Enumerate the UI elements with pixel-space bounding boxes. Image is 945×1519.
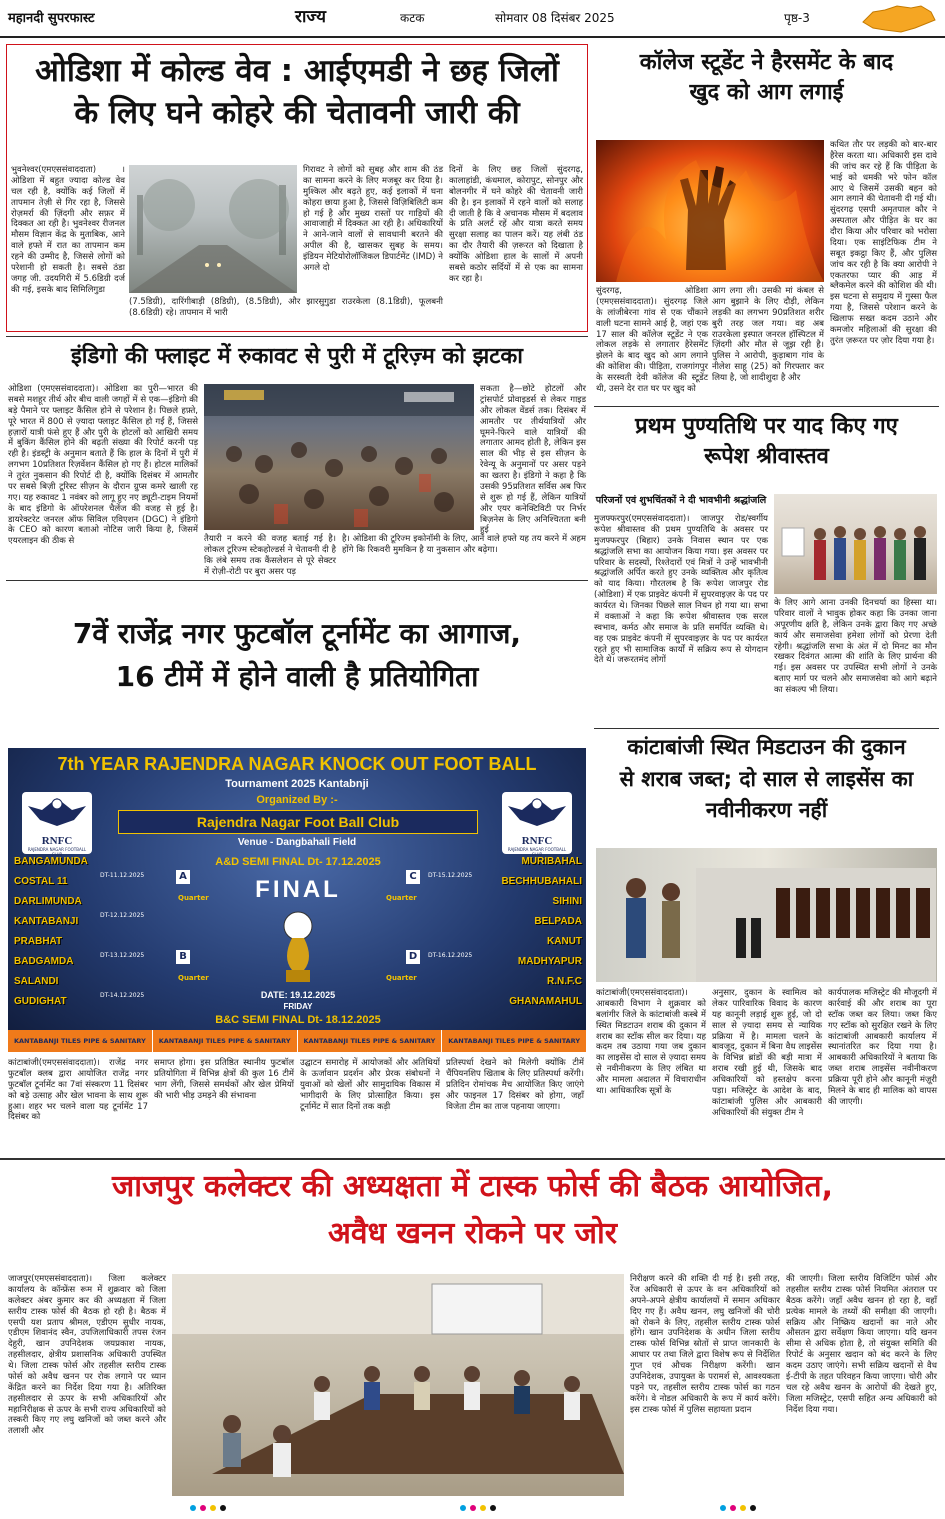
match-date: DT-15.12.2025: [428, 872, 473, 879]
odisha-map-icon: [855, 2, 940, 36]
poster-organized: Organized By :-: [256, 794, 338, 806]
headline-line: प्रथम पुण्यतिथि पर याद किए गए: [635, 414, 898, 439]
fog-photo: [129, 165, 297, 293]
headline-line: से शराब जब्त; दो साल से लाइसेंस का: [619, 766, 914, 791]
liquor-headline: [594, 732, 939, 827]
memorial-headline: [594, 412, 939, 471]
article-column: जाजपुर(एमएससंवाददाता)। जिला कलेक्टर कार्यालय के कॉन्फ्रेंस रूम में शुक्रवार को जिला कलेक्टर अंबर कुमार कर की अध्यक्षता में जिला स्तरीय टास्क फोर्स की बैठक हो रही है। बैठक में एसपी यश प्रताप श्रीमल, एडीएम सुधीर नायक, एडीएम शिवानंद स्वैन, उपजिलाधिकारी तपस रंजन देहुरी, खान उपनिदेशक जयप्रकाश नायक, तहसीलदार, क्षेत्रीय प्रशासनिक अधिकारी उपस्थित थे। जिला टास्क फोर्स और तहसील स्तरीय टास्क फोर्स को अवैध खनन पर रोक लगाने पर ध्यान केंद्रित करने का निर्देश दिया गया है। अतिरिक्त तहसीलदार से ऊपर के सभी अधिकारियों और महानिरीक्षक से ऊपर के सभी राज्य अधिकारियों को तस्करी किए गए लघु खनिजों को जब्त करने और तलाशी और: [8, 1274, 166, 1437]
cold-wave-headline: [7, 51, 587, 135]
semi-final-ad: A&D SEMI FINAL Dt- 17.12.2025: [215, 856, 381, 868]
article-column: गिरावट ने लोगों को सुबह और शाम की ठंड का सामना करने के लिए मजबूर कर दिया है। मुश्किल और बढ़ते हुए, कई इलाकों में घना कोहरा छाया हुआ है, जिससे विज़िबिलिटी कम हो गई है और मुख्य रास्तों पर गाड़ियों की आवाजाही में दिक्कत आ रही है। अधिकारियों ने आने-जाने वालों से सावधानी बरतने की अपील की है, खासकर सुबह के समय। इंडियन मेटियोरोलॉजिकल डिपार्टमेंट (IMD) ने अगले दो: [303, 165, 443, 273]
divider: [594, 406, 939, 407]
left-bracket: [14, 856, 174, 1016]
match-date: DT-14.12.2025: [100, 992, 145, 999]
team-name: GUDIGHAT: [14, 996, 67, 1007]
article-column: दिनों के लिए छह जिलों सुंदरगढ़, कालाहांडी, कंधमाल, कोरापुट, सोनपुर और बोलनगीर में घने कोहरे की चेतावनी जारी की है। इन इलाकों में रहने वालों को सलाह दी जाती है कि वे अचानक मौसम में बदलाव के प्रति अलर्ट रहें और यात्रा करते समय सुरक्षा सलाह का पालन करें। यह लंबी ठंड का दौर तैयारी की ज़रूरत को दिखाता है क्योंकि ओडिशा हाल के सालों में अपनी सबसे कठोर सर्दियों में से एक का सामना कर रहा है।: [449, 165, 583, 284]
trophy-icon: [268, 908, 328, 988]
team-name: BELPADA: [534, 916, 582, 927]
group-badge: D: [406, 950, 420, 964]
registration-marks: [190, 1505, 226, 1511]
student-headline: [594, 48, 939, 107]
issue-date: सोमवार 08 दिसंबर 2025: [495, 11, 615, 25]
page-number: पृष्ठ-3: [784, 11, 810, 25]
article-column: सकता है—छोटे होटलों और ट्रांसपोर्ट प्रोवाइडर्स से लेकर गाइड और लोकल वेंडर्स तक। दिसंबर में आमतौर पर तीर्थयात्रियों और घूमने-फिरने वाले यात्रियों की लगातार आमद होती है, लेकिन इस साल की भीड़ से इस सीज़न के रेवेन्यू के अनुमानों पर असर पड़ने का खतरा है। इंडिगो ने कहा है कि उसकी 95प्रतिशत सर्विस अब फिर से शुरू हो गई हैं, लेकिन यात्रियों और एयर कनेक्टिविटी पर निर्भर बिज़नेस के लिए अनिश्चितता बनी हुई: [480, 384, 586, 536]
poster-subtitle: Tournament 2025 Kantabnji: [225, 778, 369, 790]
quarter-label: Quarter: [386, 974, 417, 982]
group-badge: A: [176, 870, 190, 884]
group-badge: B: [176, 950, 190, 964]
team-name: SALANDI: [14, 976, 59, 987]
semi-final-bc: B&C SEMI FINAL Dt- 18.12.2025: [215, 1014, 381, 1026]
team-name: KANUT: [547, 936, 582, 947]
article-column: निरीक्षण करने की शक्ति दी गई है। इसी तरह, रेंज अधिकारी से ऊपर के वन अधिकारियों को अपने-अपने क्षेत्रीय कार्यालयों में समान अधिकार दिए गए हैं। अवैध खनन, लघु खनिजों की चोरी को रोकने के लिए, तहसील स्तरीय टास्क फोर्स होंगे। खान उपनिदेशक के अधीन जिला स्तरीय टास्क फोर्स विभिन्न स्रोतों से प्राप्त जानकारी के आधार पर तथा जिले द्वारा विशेष रूप से निर्देशित गुप्त एवं औचक निरीक्षण करेंगी। खान उपनिदेशक, उपायुक्त के परामर्श से, आवश्यकता पड़ने पर, तहसील स्तरीय टास्क फोर्स का गठन करेंगे। वे नोडल अधिकारी के रूप में कार्य करेंगे। इस टास्क फोर्स में पुलिस सहायता प्रदान: [630, 1274, 780, 1415]
tournament-poster: [8, 748, 586, 1052]
football-story: [6, 584, 588, 1156]
temperature-list: (7.5डिग्री), दारिंगीबाड़ी (8डिग्री), (8.5डिग्री), और झारसुगुडा राउरकेला (8.1डिग्री), फूलबनी (8.6डिग्री) रहे। तापमान में भारी: [129, 297, 443, 318]
article-column: समाप्त होगा। इस प्रतिष्ठित स्थानीय फुटबॉल प्रतियोगिता में विभिन्न क्षेत्रों की कुल 16 टीमें भाग लेंगी, जिससे समर्थकों और खेल प्रेमियों की भारी भीड़ उमड़ने की संभावना: [154, 1058, 294, 1101]
final-day: FRIDAY: [283, 1002, 313, 1011]
headline-line: कांटाबांजी स्थित मिडटाउन की दुकान: [627, 735, 906, 759]
team-name: BANGAMUNDA: [14, 856, 88, 867]
article-column: की जाएगी। जिला स्तरीय विजिटिंग फोर्स और तहसील स्तरीय टास्क फोर्स नियमित अंतराल पर बैठक करेंगे। जहाँ अवैध खनन हो रहा है, वहाँ प्रत्येक मामले के तथ्यों की समीक्षा की जाएगी। सक्रिय और निष्क्रिय खदानों का नाते और औसतन द्वारा सर्वेक्षण किया जाएगा। यदि खनन सीमा से अधिक होता है, तो संयुक्त समिति की रिपोर्ट के अनुसार खदान को बंद करने के लिए कदम उठाए जाएंगे। सभी सक्रिय खदानों से वैध ई-टीपी के तहत परिवहन किया जाएगा। चोरी और चल रहे अवैध खनन के आरोपों की देखते हुए, जिला मजिस्ट्रेट, एसपी सहित अन्य अधिकारी को निर्देश दिया गया।: [786, 1274, 937, 1415]
article-column: सुंदरगढ़, ओडिशा (एमएससंवाददाता)। सुंदरगढ़ जिले के लांजीबेरना गांव से एक चौंकाने वाली घटना सामने आई है, जहां एक 17 साल की कॉलेज स्टूडेंट ने एक लोकल लड़के से लगातार हैरेसमेंट झेलने के बाद खुद को आग लगाने की कोशिश की। पीड़िता, राजगांगपुर के सरस्वती देवी कॉलेज की स्टूडेंट थी, उसने देर रात घर पर खुद को: [596, 286, 708, 394]
team-name: COSTAL 11: [14, 876, 68, 887]
divider: [594, 728, 939, 729]
meeting-photo: [172, 1274, 624, 1496]
team-name: PRABHAT: [14, 936, 63, 947]
article-column: ओडिशा (एमएससंवाददाता)। ओडिशा का पुरी—भारत की सबसे मशहूर तीर्थ और बीच वाली जगहों में से एक—इंडिगो की बड़े पैमाने पर फ्लाइट कैंसिल होने से परेशान है। पिछले हफ़्ते, पूरे भारत में 800 से ज़्यादा फ्लाइट कैंसिल हो गईं हैं, जिससे हज़ारों यात्री फंसे हुए हैं और पुरी के होटलों को आखिरी समय में बुकिंग कैंसिल होने की बढ़ती संख्या की रिपोर्ट करनी पड़ रही है। इंडस्ट्री के अनुमान बताते हैं कि हाल के दिनों में पुरी में लगभग 10प्रतिशत रिज़र्वेशन कैंसिल हो गए हैं। होटल मालिकों ने तुरंत नुकसान की रिपोर्ट दी है, क्योंकि दिसंबर में आमतौर पर सबसे बिज़ी टूरिस्ट सीज़न के दौरान ग्रुप्स कमरे खाली रह गए। यह रुकावट 1 नवंबर को लागू हुए नए ड्यूटी-टाइम नियमों के बाद इंडिगो के ऑपरेशनल चैलेंज की वजह से हुई है। डायरेक्टरेट जनरल ऑफ सिविल एविएशन (DGC) ने इंडिगो के CEO को कारण बताओ नोटिस जारी किया है, जिसमें एयरलाइन की ठीक से: [8, 384, 198, 547]
headline-line: खुद को आग लगाई: [689, 79, 844, 105]
rnfc-eagle-logo-icon: RNFC RAJENDRA NAGAR FOOTBALL CLUB: [502, 792, 572, 854]
article-column: उद्घाटन समारोह में आयोजकों और अतिथियों के ऊर्जावान प्रदर्शन और प्रेरक संबोधनों ने युवाओं को खेलों और सामुदायिक विकास में भागीदारी के लिए प्रोत्साहित किया। इस टूर्नामेंट में सात दिनों तक कड़ी: [300, 1058, 440, 1112]
sponsor-tile: KANTABANJI TILES PIPE & SANITARY: [298, 1030, 443, 1052]
article-column: मुजफ्फरपुर(एमएससंवाददाता)। जाजपुर रोड/स्वर्गीय रूपेश श्रीवास्तव की प्रथम पुण्यतिथि के अवसर पर मुजफ्फरपुर (बिहार) उनके निवास स्थान पर एक श्रद्धांजलि सभा का आयोजन किया गया। इस अवसर पर परिवार के सदस्यों, रिश्तेदारों एवं मित्रों ने उन्हें भावभीनी श्रद्धांजलि अर्पित करते हुए उनके व्यक्तित्व और कृतित्व को याद किया। गौरतलब है कि रूपेश जाजपुर रोड (ओडिशा) में एक प्राइवेट कंपनी में सुपरवाइज़र के पद पर कार्यरत थे। जिनका पिछले साल निधन हो गया था। सभा में वक्ताओं ने कहा कि रूपेश श्रीवास्तव एक सरल स्वभाव, कर्मठ और समाज के प्रति समर्पित व्यक्ति थे। वह एक प्राइवेट कंपनी में सुपरवाइज़र के पद पर कार्यरत रहते हुए भी सामाजिक कार्यों में सक्रिय रूप से योगदान देते थे। जरूरतमंद लोगों: [594, 514, 768, 666]
rnfc-eagle-logo-icon: RNFC RAJENDRA NAGAR FOOTBALL CLUB: [22, 792, 92, 854]
registration-marks: [460, 1505, 496, 1511]
memorial-subhead: परिजनों एवं शुभचिंतकों ने दी भावभीनी श्रद्धांजलि: [595, 495, 767, 506]
jajpur-story: [6, 1162, 939, 1498]
divider: [6, 336, 588, 337]
team-name: GHANAMAHUL: [509, 996, 582, 1007]
footer: [0, 1500, 945, 1519]
headline-line: के लिए घने कोहरे की चेतावनी जारी की: [74, 94, 520, 131]
section-name: राज्य: [295, 7, 326, 27]
right-bracket: [412, 856, 582, 1016]
poster-club-banner: Rajendra Nagar Foot Ball Club: [118, 810, 478, 834]
headline-line: अवैध खनन रोकने पर जोर: [327, 1215, 617, 1251]
liquor-shop-photo: [596, 848, 937, 982]
headline-line: कॉलेज स्टूडेंट ने हैरसमेंट के बाद: [639, 50, 894, 75]
registration-marks: [720, 1505, 756, 1511]
article-column: के लिए आगे आना उनकी दिनचर्या का हिस्सा था। परिवार वालों ने भावुक होकर कहा कि उनका जाना अपूरणीय क्षति है, लेकिन उनके द्वारा किए गए अच्छे कार्य और समाजसेवा हमेशा लोगों को प्रेरणा देती रहेगी। श्रद्धांजलि सभा के अंत में दो मिनट का मौन रखकर दिवंगत आत्मा की शांति के लिए प्रार्थना की गई। इस अवसर पर उपस्थित सभी लोगों ने उनके बताए मार्ग पर चलने और समाजसेवा को आगे बढ़ाने का संकल्प भी लिया।: [774, 598, 937, 695]
football-headline: [6, 612, 588, 699]
headline-line: 7वें राजेंद्र नगर फुटबॉल टूर्नामेंट का आगाज,: [72, 617, 522, 650]
sponsor-tile: KANTABANJI TILES PIPE & SANITARY: [153, 1030, 298, 1052]
divider: [0, 1158, 945, 1160]
team-name: R.N.F.C: [547, 976, 582, 987]
article-column: तैयारी न करने की वजह बताई गई है। लोकल टूरिज्म स्टेकहोल्डर्स ने चेतावनी दी है कि लंबे समय तक कैंसलेशन से पूरे सेक्टर में रोज़ी-रोटी पर बुरा असर पड़: [204, 534, 336, 577]
article-column: अनुसार, दुकान के स्वामित्व को लेकर पारिवारिक विवाद के कारण यह कानूनी लड़ाई शुरू हुई, जो दो साल से ज़्यादा समय से न्यायिक प्रक्रिया में है। मामला चलने के बावजूद, दुकान में बिना वैध लाइसेंस के विभिन्न ब्रांडों की बड़ी मात्रा में शराब रखी हुई थी, जिसके बाद अधिकारियों को हस्तक्षेप करना पड़ा। मजिस्ट्रेट के आदेश के बाद, कांटाबांजी पुलिस और आबकारी अधिकारियों की संयुक्त टीम ने: [712, 988, 822, 1118]
article-column: कथित तौर पर लड़की को बार-बार हैरेस करता था। अधिकारी इस दावे की जांच कर रहे हैं कि पीड़िता के भाई को धमकी भरे फोन कॉल आए थे जिसमें उसकी बहन को आग लगाने की चेतावनी दी गई थी। सुंदरगढ़ एसपी अमृतपाल कौर ने अस्पताल और पीड़ित के घर का दौरा किया और परिवार को भरोसा दिया। एक साइंटिफिक टीम ने सबूत इकट्ठा किए हैं, और पुलिस जांच कर रही है कि क्या आरोपी ने एकतरफा प्यार की आड़ में ब्लैकमेल करने की कोशिश की थी। इस घटना से समुदाय में गुस्सा फैल गया है, जिससे परेशान करने के खिलाफ सख्त कदम उठाने और कमजोर महिलाओं की सुरक्षा की तुरंत ज़रूरत पर ज़ोर दिया गया है।: [830, 140, 937, 346]
team-name: BADGAMDA: [14, 956, 74, 967]
article-column: कार्यपालक मजिस्ट्रेट की मौजूदगी में कार्रवाई की और शराब का पूरा स्टॉक जब्त कर लिया। जब्त किए गए स्टॉक को सुरक्षित रखने के लिए कांटाबांजी आबकारी कार्यालय में स्थानांतरित कर दिया गया है। आबकारी अधिकारियों ने बताया कि जब्त शराब लाइसेंस नवीनीकरण प्रक्रिया पूरी होने और कानूनी मंज़ूरी मिलने के बाद ही मालिक को वापस की जाएगी।: [828, 988, 937, 1107]
jajpur-headline: [6, 1164, 939, 1257]
poster-title: 7th YEAR RAJENDRA NAGAR KNOCK OUT FOOT BALL: [57, 754, 537, 774]
article-column: आग लगा ली। उसकी मां कंबल से आग बुझाने के लिए दौड़ी, लेकिन लड़की का लगभग 90प्रतिशत शरीर बुरी तरह जल गया। वह अब राउरकेला इस्पात जनरल हॉस्पिटल में ज़िंदगी और मौत से जूझ रही है। पुलिस ने आरोपी, कुड़ाबाग गांव के नीलेश साहू (25) को गिरफ्तार कर लिया है, जो शादीशुदा है और: [712, 286, 824, 383]
airport-crowd-photo: [204, 384, 474, 530]
article-column: प्रतिस्पर्धा देखने को मिलेगी क्योंकि टीमें चैंपियनशिप खिताब के लिए प्रतिस्पर्धा करेंगी। प्रतिदिन रोमांचक मैच आयोजित किए जाएंगे और फाइनल 17 दिसंबर को होगा, जहाँ विजेता टीम का ताज पहनाया जाएगा।: [446, 1058, 584, 1112]
memorial-photo: [774, 494, 937, 594]
dateline-city: कटक: [400, 11, 425, 25]
final-date: DATE: 19.12.2025: [260, 990, 336, 1000]
headline-line: ओडिशा में कोल्ड वेव : आईएमडी ने छह जिलों: [35, 53, 559, 89]
memorial-story: [594, 410, 939, 726]
cold-wave-story: [6, 44, 588, 332]
masthead: [0, 0, 945, 38]
quarter-label: Quarter: [178, 894, 209, 902]
headline-line: रूपेश श्रीवास्तव: [704, 443, 829, 469]
quarter-label: Quarter: [178, 974, 209, 982]
headline-line: 16 टीमें में होने वाली है प्रतियोगिता: [115, 660, 479, 694]
match-date: DT-13.12.2025: [100, 952, 145, 959]
paper-name: महानदी सुपरफास्ट: [8, 11, 95, 26]
article-column: भुवनेश्वर(एमएससंवाददाता) । ओडिशा में बहुत ज्यादा कोल्ड वेव चल रही है, क्योंकि कई जिलों में तापमान तेज़ी से गिर रहा है, जिससे रोज़मर्रा की ज़िंदगी और सफ़र में दिक्कत आ रही है। भुवनेश्वर रीजनल मौसम विज्ञान केंद्र के मुताबिक, आने वाले हफ्ते में रात का तापमान कम रहने की उम्मीद है, जिससे लोगों को परेशानी हो सकती है। सबसे ठंडा जगह जी. उदयगिरी में 5.6डिग्री दर्ज की गई, इसके बाद सिमिलिगुडा: [11, 165, 125, 295]
indigo-story: [6, 340, 588, 576]
article-column: कांटाबांजी(एमएससंवाददाता)। आबकारी विभाग ने शुक्रवार को बलांगीर जिले के कांटाबांजी कस्बे में स्थित मिडटाउन शराब की दुकान में शराब का स्टॉक सील कर दिया। यह कदम तब उठाया गया जब दुकान का लाइसेंस दो साल से ज़्यादा समय से नवीनीकरण के लिए लंबित था और मामला अदालत में विचाराधीन था। आधिकारिक सूत्रों के: [596, 988, 706, 1096]
liquor-story: [594, 732, 939, 1156]
poster-venue: Venue - Dangbahali Field: [237, 837, 357, 848]
sponsor-strip: [8, 1030, 586, 1052]
sponsor-tile: KANTABANJI TILES PIPE & SANITARY: [8, 1030, 153, 1052]
fire-photo: [596, 140, 824, 282]
team-name: KANTABANJI: [14, 916, 79, 927]
headline-line: नवीनीकरण नहीं: [705, 798, 828, 822]
match-date: DT-12.12.2025: [100, 912, 145, 919]
article-column: है। ओडिशा की टूरिज्म इकोनॉमी के लिए, आने वाले हफ्ते यह तय करने में अहम होंगे कि रिकवरी मुमकिन है या नुकसान और बढ़ेगा।: [342, 534, 586, 555]
sponsor-tile: KANTABANJI TILES PIPE & SANITARY: [448, 1037, 581, 1045]
match-date: DT-16.12.2025: [428, 952, 473, 959]
team-name: SIHINI: [552, 896, 582, 907]
article-column: कांटाबांजी(एमएससंवाददाता)। राजेंद्र नगर फुटबॉल क्लब द्वारा आयोजित राजेंद्र नगर फुटबॉल टूर्नामेंट का 7वां संस्करण 11 दिसंबर को बड़े उत्साह और खेल भावना के साथ शुरू हुआ। शहर भर चलने वाला यह टूर्नामेंट 17 दिसंबर को: [8, 1058, 148, 1123]
team-name: DARLIMUNDA: [14, 896, 82, 907]
indigo-headline: इंडिगो की फ्लाइट में रुकावट से पुरी में टूरिज़्म को झटका: [71, 344, 523, 369]
team-name: BECHHUBAHALI: [501, 876, 582, 887]
group-badge: C: [406, 870, 420, 884]
college-student-story: [594, 44, 939, 432]
headline-line: जाजपुर कलेक्टर की अध्यक्षता में टास्क फोर्स की बैठक आयोजित,: [112, 1169, 833, 1204]
quarter-label: Quarter: [386, 894, 417, 902]
team-name: MURIBAHAL: [521, 856, 582, 867]
team-name: MADHYAPUR: [517, 956, 582, 967]
match-date: DT-11.12.2025: [100, 872, 145, 879]
final-label: FINAL: [255, 876, 341, 903]
divider: [6, 580, 588, 581]
